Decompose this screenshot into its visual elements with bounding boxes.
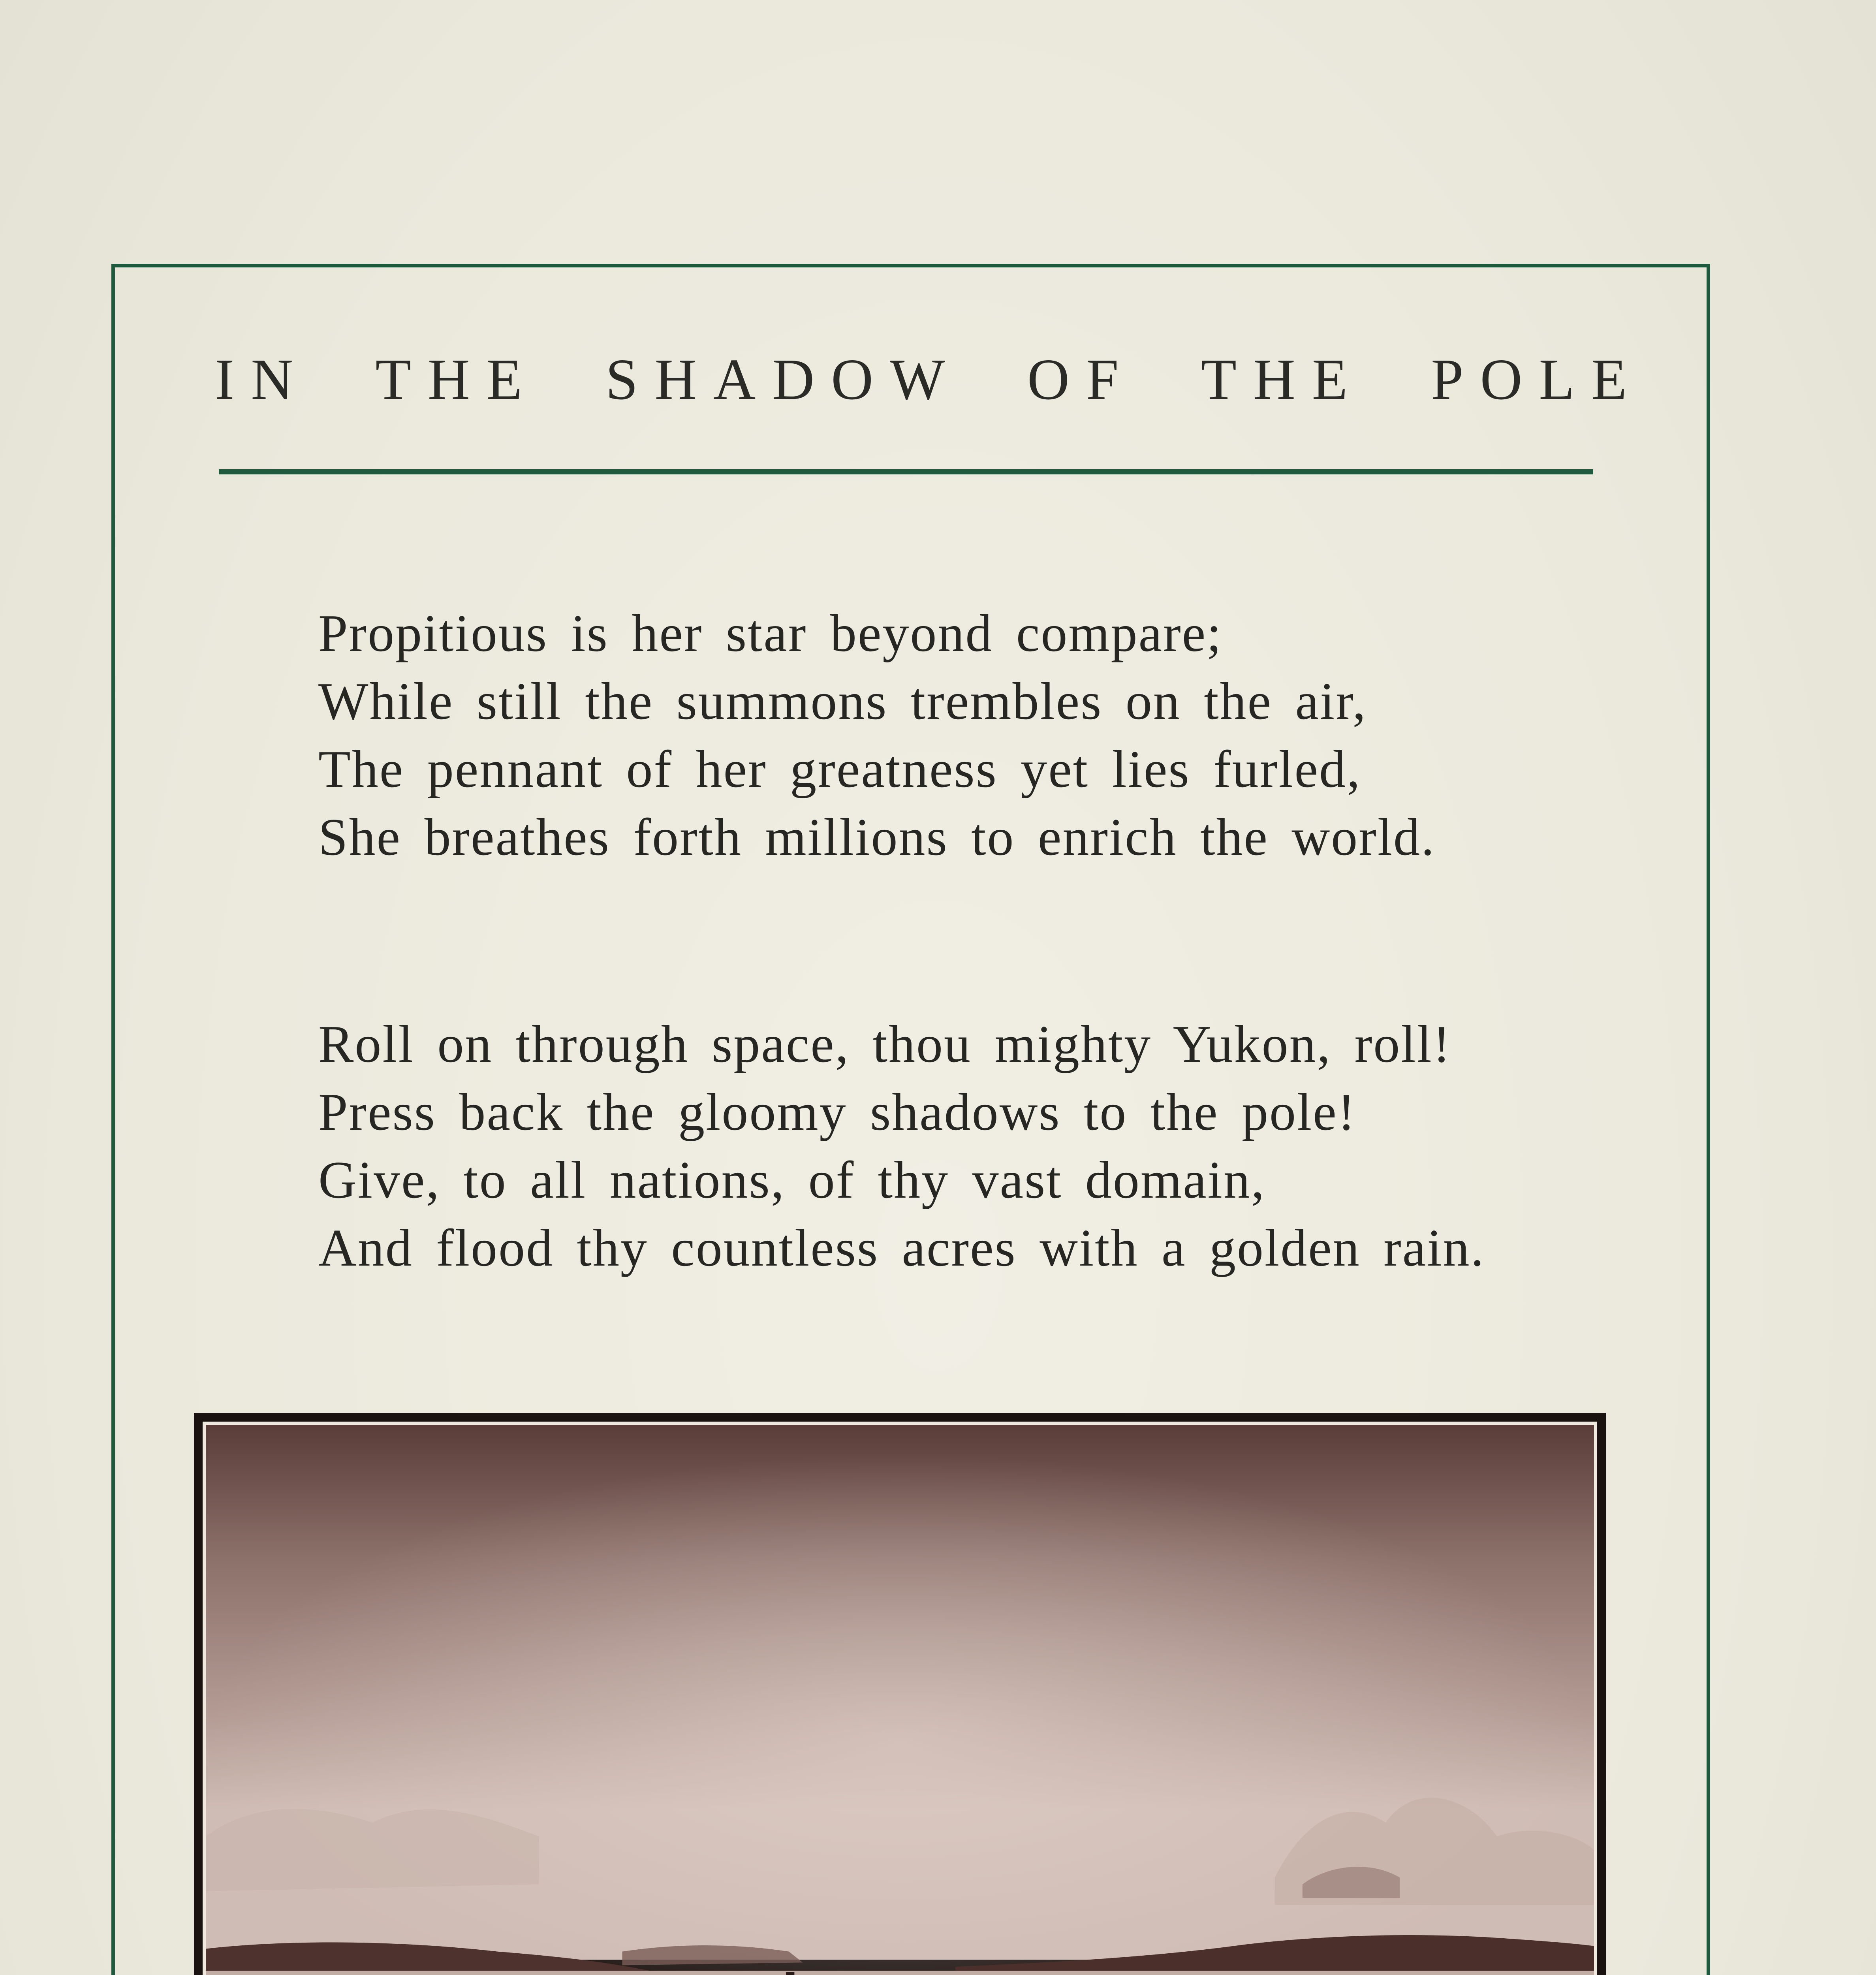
title-rule (219, 469, 1593, 474)
page-title: IN THE SHADOW OF THE POLE (215, 347, 1644, 412)
poem-line: Give, to all nations, of thy vast domain, (318, 1151, 1266, 1209)
poem-stanza-2 (318, 1010, 1485, 1282)
lake-photograph (194, 1413, 1606, 1975)
poem-line: She breathes forth millions to enrich the world. (318, 808, 1436, 866)
poem-line: Roll on through space, thou mighty Yukon, roll! (318, 1015, 1452, 1073)
poem-line: The pennant of her greatness yet lies furled, (318, 740, 1361, 798)
poem-line: And flood thy countless acres with a golden rain. (318, 1219, 1485, 1277)
page-frame (111, 264, 1710, 1975)
poem-line: Propitious is her star beyond compare; (318, 604, 1223, 662)
poem-stanza-1 (318, 599, 1436, 871)
poem-line: While still the summons trembles on the air, (318, 672, 1367, 730)
lake-landscape-image (206, 1425, 1594, 1975)
poem-line: Press back the gloomy shadows to the pole! (318, 1083, 1357, 1141)
photo-image (203, 1422, 1597, 1975)
